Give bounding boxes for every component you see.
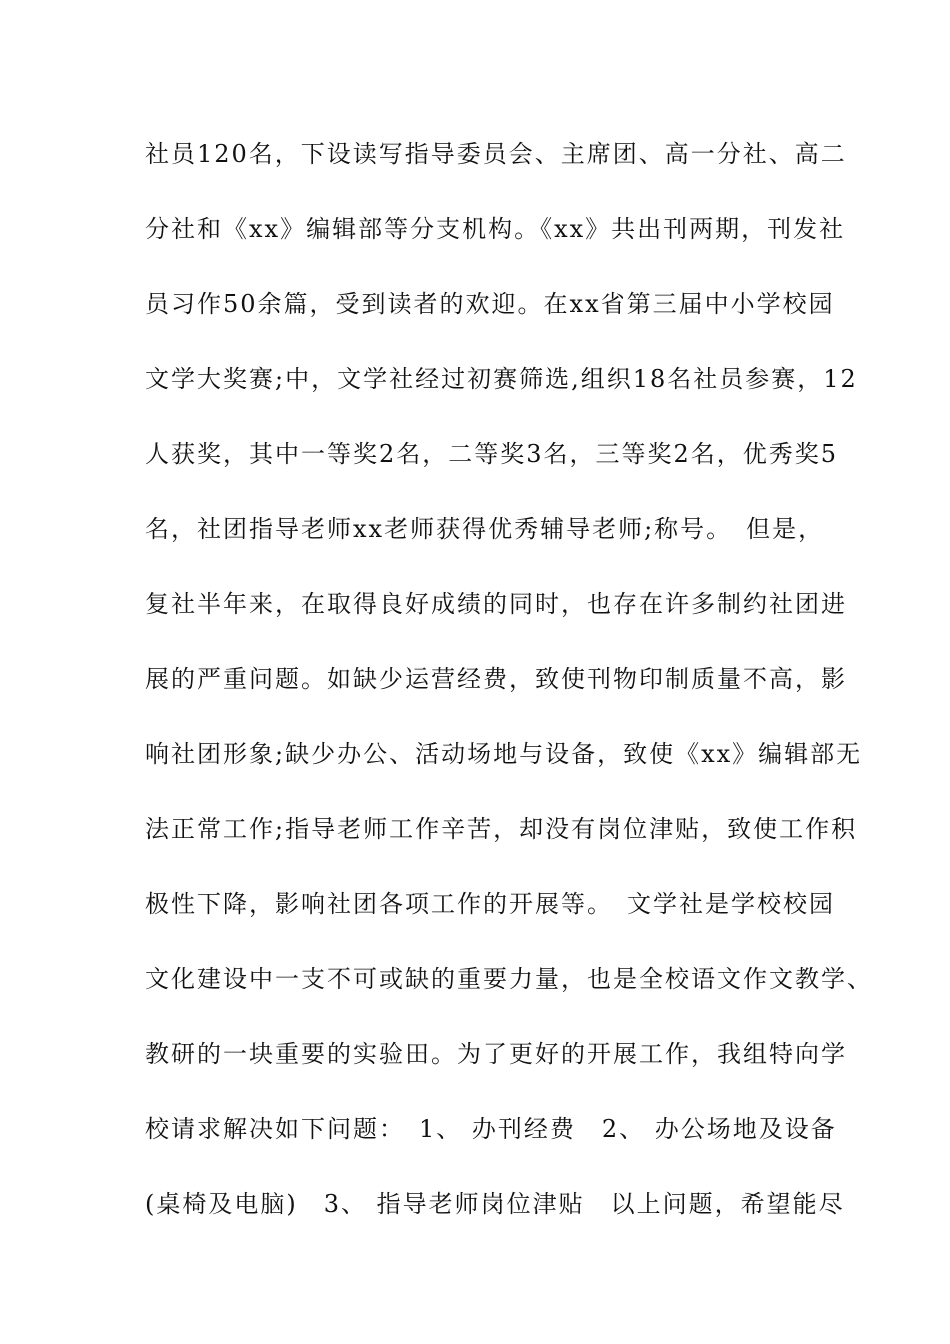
text-line-11: 极性下降，影响社团各项工作的开展等。 文学社是学校校园 bbox=[145, 890, 835, 918]
text-line-14: 校请求解决如下问题： 1、 办刊经费 2、 办公场地及设备 bbox=[145, 1115, 837, 1143]
text-line-4: 文学大奖赛;中，文学社经过初赛筛选,组织18名社员参赛，12 bbox=[145, 365, 858, 393]
text-line-1: 社员120名，下设读写指导委员会、主席团、高一分社、高二 bbox=[145, 140, 847, 168]
text-line-8: 展的严重问题。如缺少运营经费，致使刊物印制质量不高，影 bbox=[145, 665, 847, 693]
text-line-15: (桌椅及电脑) 3、 指导老师岗位津贴 以上问题，希望能尽 bbox=[145, 1190, 845, 1218]
text-line-10: 法正常工作;指导老师工作辛苦，却没有岗位津贴，致使工作积 bbox=[145, 815, 858, 843]
text-line-3: 员习作50余篇，受到读者的欢迎。在xx省第三届中小学校园 bbox=[145, 290, 835, 318]
text-line-12: 文化建设中一支不可或缺的重要力量，也是全校语文作文教学、 bbox=[145, 965, 873, 993]
text-line-13: 教研的一块重要的实验田。为了更好的开展工作，我组特向学 bbox=[145, 1040, 847, 1068]
body-text bbox=[145, 132, 873, 1257]
text-line-9: 响社团形象;缺少办公、活动场地与设备，致使《xx》编辑部无 bbox=[145, 740, 863, 768]
text-line-7: 复社半年来，在取得良好成绩的同时，也存在许多制约社团进 bbox=[145, 590, 847, 618]
text-line-2: 分社和《xx》编辑部等分支机构。《xx》共出刊两期，刊发社 bbox=[145, 215, 846, 243]
text-line-6: 名，社团指导老师xx老师获得优秀辅导老师;称号。 但是， bbox=[145, 515, 825, 543]
text-line-5: 人获奖，其中一等奖2名，二等奖3名，三等奖2名，优秀奖5 bbox=[145, 440, 839, 468]
